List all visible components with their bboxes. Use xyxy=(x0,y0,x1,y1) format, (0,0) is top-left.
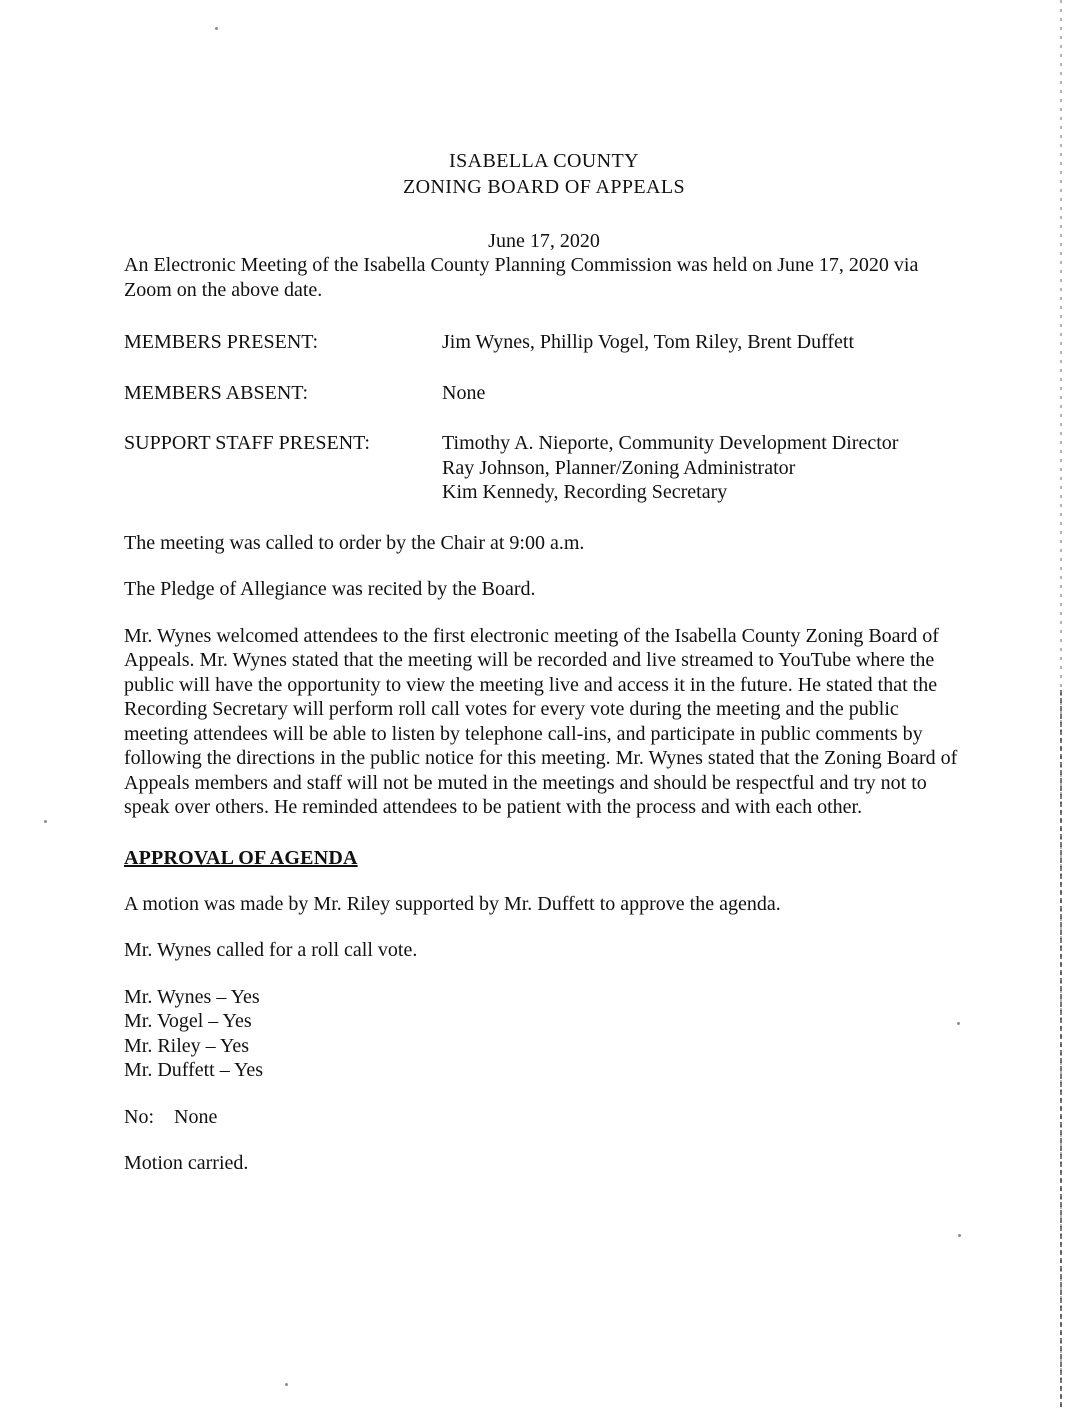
roster-value xyxy=(442,431,898,505)
no-votes-label: No: xyxy=(124,1105,154,1128)
pledge-paragraph: The Pledge of Allegiance was recited by the Board. xyxy=(124,578,536,600)
roster-value-line: Timothy A. Nieporte, Community Development Director xyxy=(442,432,899,454)
intro-paragraph: An Electronic Meeting of the Isabella County Planning Commission was held on June 17, 2020 via Zoom on the above date. xyxy=(124,254,919,301)
roll-call-prompt-paragraph: Mr. Wynes called for a roll call vote. xyxy=(124,939,418,961)
vote-line-vogel: Mr. Vogel – Yes xyxy=(124,1010,252,1032)
vote-line-riley: Mr. Riley – Yes xyxy=(124,1034,250,1057)
roster-label: MEMBERS ABSENT: xyxy=(124,381,309,404)
section-heading-approval-of-agenda: APPROVAL OF AGENDA xyxy=(124,846,358,869)
document-body xyxy=(124,0,964,1176)
vote-line-duffett: Mr. Duffett – Yes xyxy=(124,1059,264,1081)
title-line-board: ZONING BOARD OF APPEALS xyxy=(402,176,685,198)
attendance-roster xyxy=(124,330,964,505)
no-votes-row xyxy=(124,1105,964,1130)
vote-line-wynes: Mr. Wynes – Yes xyxy=(124,985,260,1008)
roster-row-support-staff-present xyxy=(124,431,964,505)
roster-value xyxy=(442,381,485,406)
roster-value-line: Kim Kennedy, Recording Secretary xyxy=(442,481,728,503)
roster-row-members-absent xyxy=(124,381,964,406)
call-to-order-paragraph: The meeting was called to order by the Chair at 9:00 a.m. xyxy=(124,531,585,554)
meeting-date: June 17, 2020 xyxy=(488,230,600,252)
scan-speck xyxy=(44,820,47,823)
agenda-motion-paragraph: A motion was made by Mr. Riley supported by Mr. Duffett to approve the agenda. xyxy=(124,892,781,915)
title-line-county: ISABELLA COUNTY xyxy=(449,150,639,172)
roster-label: SUPPORT STAFF PRESENT: xyxy=(124,432,370,454)
scan-speck xyxy=(958,1234,961,1237)
scan-edge-artifact-lower xyxy=(1060,690,1062,1408)
roster-value-line: Ray Johnson, Planner/Zoning Administrator xyxy=(442,456,796,479)
approval-of-agenda-section xyxy=(124,846,964,1176)
scan-speck xyxy=(285,1383,288,1386)
roster-label: MEMBERS PRESENT: xyxy=(124,331,319,353)
roster-value xyxy=(442,330,854,355)
roster-row-members-present xyxy=(124,330,964,355)
welcome-paragraph: Mr. Wynes welcomed attendees to the first electronic meeting of the Isabella County Zoning Board of Appeals. Mr. Wynes stated that the meeting will be recorded and live streamed to YouTube where the public will have the opportunity to view the meeting live and access it in the future. He stated that the Recording Secretary will perform roll call votes for every vote during the meeting and the public meeting attendees will be able to listen by telephone call-ins, and participate in public comments by following the directions in the public notice for this meeting. Mr. Wynes stated that the Zoning Board of Appeals members and staff will not be muted in the meetings and should be respectful and try not to speak over others. He reminded attendees to be patient with the process and with each other. xyxy=(124,624,958,818)
document-title xyxy=(124,148,964,200)
motion-result-paragraph: Motion carried. xyxy=(124,1152,249,1174)
roster-value-line: Jim Wynes, Phillip Vogel, Tom Riley, Brent Duffett xyxy=(442,331,855,353)
roll-call-vote-list xyxy=(124,985,964,1083)
roster-value-line: None xyxy=(442,381,486,404)
no-votes-value: None xyxy=(174,1105,218,1128)
